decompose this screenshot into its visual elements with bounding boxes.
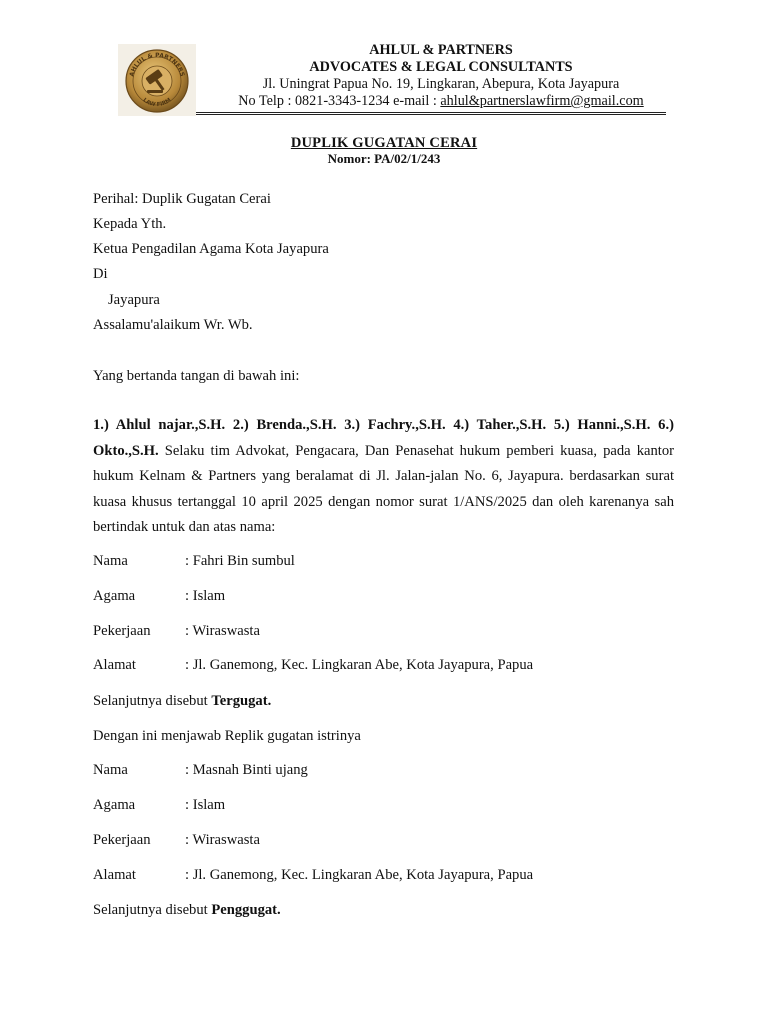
defendant-occupation-row: [93, 623, 260, 640]
designation-term: Tergugat.: [211, 693, 272, 709]
svg-text:AHLUL & PARTNERS: AHLUL & PARTNERS: [128, 51, 186, 78]
firm-email-link[interactable]: ahlul&partnerslawfirm@gmail.com: [440, 93, 644, 109]
plaintiff-religion-row: [93, 797, 225, 814]
field-value: : Masnah Binti ujang: [185, 762, 308, 778]
recipient-line: Ketua Pengadilan Agama Kota Jayapura: [93, 241, 329, 257]
reply-line: Dengan ini menjawab Replik gugatan istrinya: [93, 728, 361, 744]
gavel-seal-icon: [120, 45, 194, 115]
plaintiff-occupation-row: [93, 832, 260, 849]
designation-prefix: Selanjutnya disebut: [93, 693, 212, 709]
intro-line: Yang bertanda tangan di bawah ini:: [93, 368, 300, 384]
field-value: : Wiraswasta: [185, 623, 260, 639]
firm-address: Jl. Uningrat Papua No. 19, Lingkaran, Abepura, Kota Jayapura: [262, 76, 620, 92]
field-label: Agama: [93, 797, 136, 813]
subject-line: Perihal: Duplik Gugatan Cerai: [93, 191, 271, 207]
plaintiff-designation: [93, 902, 281, 919]
defendant-designation: [93, 693, 271, 710]
firm-contact: [200, 93, 682, 110]
letterhead: [200, 42, 682, 110]
svg-text:LAW FIRM: LAW FIRM: [141, 97, 173, 109]
field-label: Pekerjaan: [93, 832, 151, 848]
advocate-names: 1.) Ahlul najar.,S.H. 2.) Brenda.,S.H. 3.) Fachry.,S.H. 4.) Taher.,S.H. 5.) Hanni.,S.H. 6.) Okto.,S.H.: [93, 417, 674, 459]
advocates-paragraph: [93, 413, 674, 541]
defendant-name-row: [93, 553, 295, 570]
field-label: Alamat: [93, 657, 136, 673]
field-value: : Islam: [185, 588, 226, 604]
plaintiff-address-row: [93, 867, 533, 884]
firm-phone: No Telp : 0821-3343-1234 e-mail :: [238, 93, 441, 109]
city-line: Jayapura: [108, 292, 160, 308]
field-value: : Wiraswasta: [185, 832, 260, 848]
defendant-address-row: [93, 657, 533, 674]
document-title: DUPLIK GUGATAN CERAI: [290, 135, 478, 151]
di-line: Di: [93, 266, 108, 282]
plaintiff-name-row: [93, 762, 308, 779]
field-value: : Islam: [185, 797, 226, 813]
field-value: : Jl. Ganemong, Kec. Lingkaran Abe, Kota Jayapura, Papua: [185, 867, 534, 883]
field-label: Nama: [93, 762, 128, 778]
field-value: : Jl. Ganemong, Kec. Lingkaran Abe, Kota Jayapura, Papua: [185, 657, 534, 673]
addressee-label: Kepada Yth.: [93, 216, 167, 232]
field-label: Agama: [93, 588, 136, 604]
designation-term: Penggugat.: [211, 902, 281, 918]
firm-subtitle: ADVOCATES & LEGAL CONSULTANTS: [309, 59, 573, 75]
defendant-religion-row: [93, 588, 225, 605]
field-label: Nama: [93, 553, 128, 569]
field-value: : Fahri Bin sumbul: [185, 553, 295, 569]
letterhead-rule-thin: [196, 114, 666, 115]
firm-name: AHLUL & PARTNERS: [369, 42, 513, 58]
document-number: Nomor: PA/02/1/243: [327, 151, 441, 166]
letterhead-rule: [196, 112, 666, 113]
advocates-text: Selaku tim Advokat, Pengacara, Dan Penasehat hukum pemberi kuasa, pada kantor hukum Kelnam & Partners yang beralamat di Jl. Jalan-jalan No. 6, Jayapura. berdasarkan surat kuasa khusus tertanggal 10 april 2025 dengan nomor surat 1/ANS/2025 dan oleh karenanya sah bertindak untuk dan atas nama:: [93, 442, 674, 536]
designation-prefix: Selanjutnya disebut: [93, 902, 212, 918]
law-firm-logo: [118, 44, 196, 116]
greeting-line: Assalamu'alaikum Wr. Wb.: [93, 317, 253, 333]
field-label: Alamat: [93, 867, 136, 883]
field-label: Pekerjaan: [93, 623, 151, 639]
